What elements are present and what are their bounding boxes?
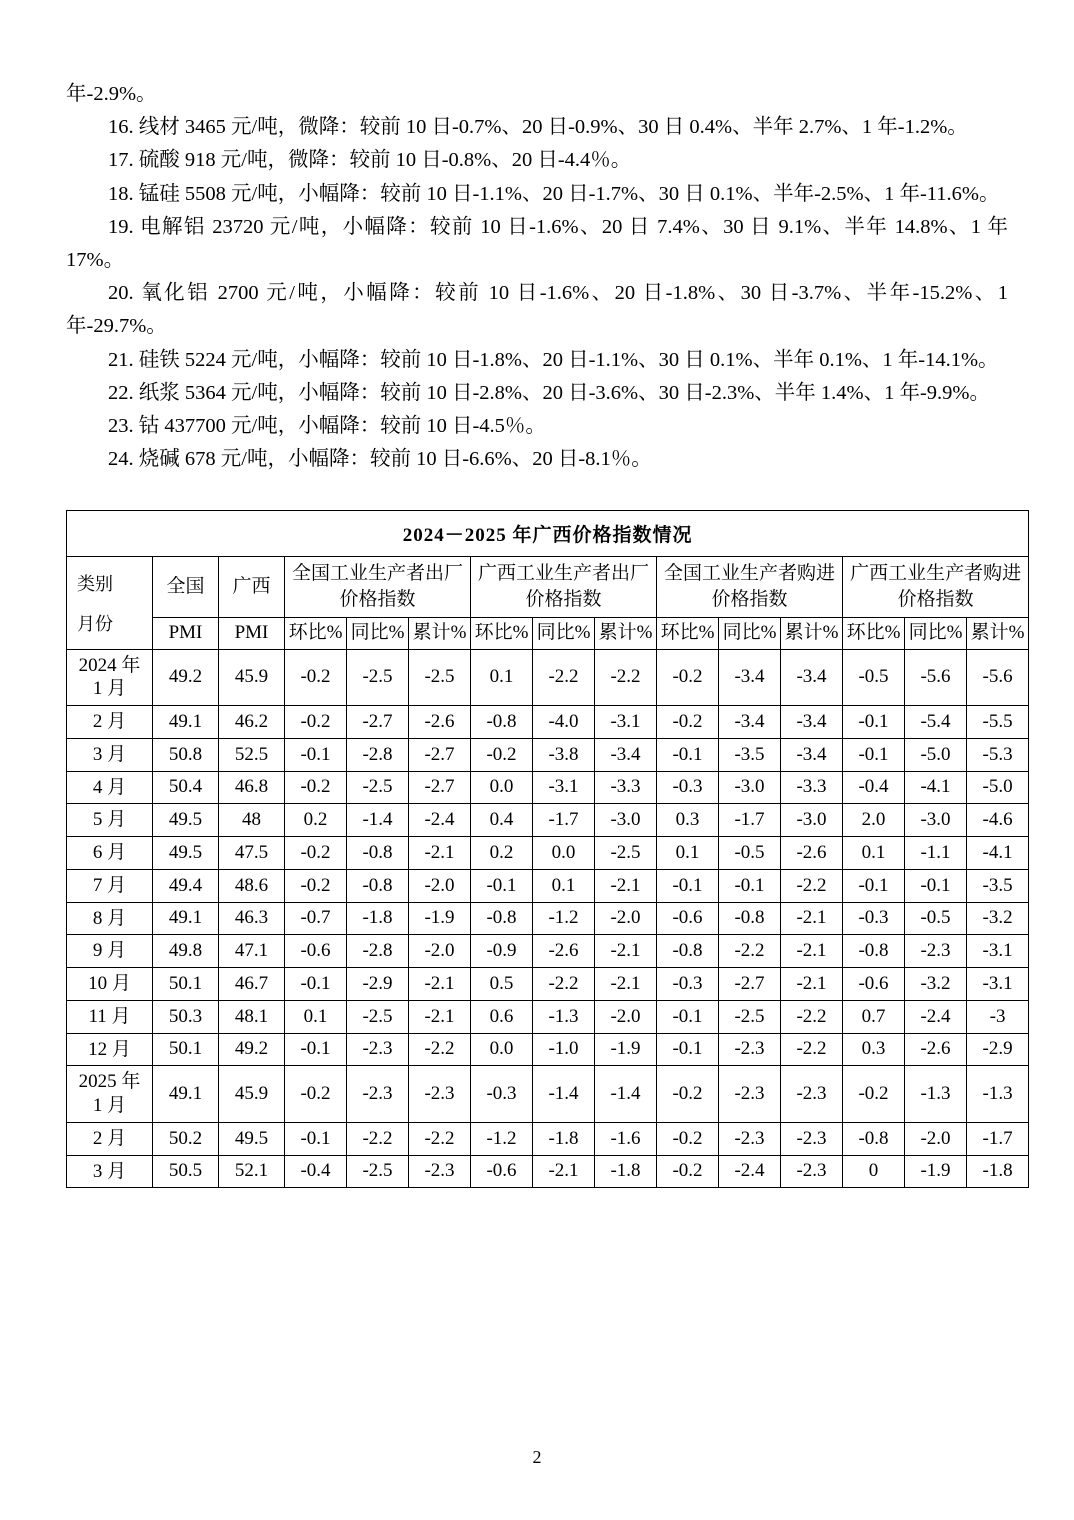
table-cell: -0.4 [285,1155,347,1188]
table-cell: -2.0 [595,1000,657,1033]
header-sub-gpi-mom: 环比% [471,617,533,649]
table-cell: -1.8 [347,902,409,935]
table-cell: -2.7 [409,738,471,771]
header-sub-guangxi-pmi: PMI [219,617,285,649]
row-month-label: 2 月 [67,706,153,739]
table-cell: -2.1 [595,869,657,902]
header-group-guangxi-pmi: 广西 [219,557,285,617]
header-sub-npu-mom: 环比% [657,617,719,649]
table-cell: -3.4 [781,649,843,706]
table-cell: -0.2 [657,1155,719,1188]
header-group-guangxi-purchase: 广西工业生产者购进价格指数 [843,557,1029,617]
header-group-national-purchase: 全国工业生产者购进价格指数 [657,557,843,617]
table-cell: 0.3 [843,1033,905,1066]
paragraph-item-21: 21. 硅铁 5224 元/吨，小幅降：较前 10 日-1.8%、20 日-1.1%、30 日 0.1%、半年 0.1%、1 年-14.1%。 [108,348,999,371]
table-cell: -2.8 [347,935,409,968]
table-cell: -2.5 [347,1000,409,1033]
table-cell: -0.2 [471,738,533,771]
table-cell: -0.3 [657,968,719,1001]
table-cell: -1.8 [533,1122,595,1155]
table-row [67,1155,1029,1188]
table-cell: -0.2 [657,1066,719,1123]
table-header-group-row [67,557,1029,617]
table-cell: 46.7 [219,968,285,1001]
table-cell: -0.2 [285,706,347,739]
table-cell: -1.4 [347,804,409,837]
header-sub-gpi-yoy: 同比% [533,617,595,649]
header-sub-npu-yoy: 同比% [719,617,781,649]
table-cell: -0.2 [657,1122,719,1155]
table-header-sub-row [67,617,1029,649]
table-cell: -3.0 [719,771,781,804]
table-title-row [67,511,1029,557]
table-cell: -0.1 [905,869,967,902]
table-cell: 0.4 [471,804,533,837]
table-cell: -2.9 [347,968,409,1001]
table-cell: -3.1 [533,771,595,804]
table-cell: 47.5 [219,837,285,870]
table-cell: -0.1 [285,738,347,771]
header-sub-gpu-yoy: 同比% [905,617,967,649]
table-cell: -2.7 [347,706,409,739]
table-cell: -2.2 [781,1033,843,1066]
table-cell: -0.2 [843,1066,905,1123]
table-row [67,902,1029,935]
paragraph-item-17: 17. 硫酸 918 元/吨，微降：较前 10 日-0.8%、20 日-4.4％。 [108,149,632,172]
header-group-guangxi-ppi: 广西工业生产者出厂价格指数 [471,557,657,617]
table-cell: -2.2 [533,649,595,706]
table-cell: -2.2 [409,1033,471,1066]
table-cell: 49.1 [153,902,219,935]
table-cell: -0.6 [843,968,905,1001]
table-cell: 0.0 [471,771,533,804]
table-cell: -2.3 [719,1066,781,1123]
table-cell: -3.4 [719,706,781,739]
table-cell: -2.1 [409,968,471,1001]
table-cell: 49.5 [153,804,219,837]
table-cell: 48.6 [219,869,285,902]
row-month-label: 8 月 [67,902,153,935]
table-row [67,935,1029,968]
table-cell: -2.3 [905,935,967,968]
table-cell: -1.8 [967,1155,1029,1188]
table-cell: -0.8 [843,1122,905,1155]
header-sub-npi-mom: 环比% [285,617,347,649]
table-cell: 48 [219,804,285,837]
table-cell: -3.1 [967,935,1029,968]
table-cell: -2.2 [409,1122,471,1155]
table-cell: 49.5 [153,837,219,870]
table-cell: -2.8 [347,738,409,771]
table-cell: -1.8 [595,1155,657,1188]
row-month-label: 10 月 [67,968,153,1001]
table-cell: -0.5 [719,837,781,870]
page-number: 2 [532,1447,542,1467]
paragraph-item-24: 24. 烧碱 678 元/吨，小幅降：较前 10 日-6.6%、20 日-8.1％。 [108,448,652,471]
table-cell: -1.6 [595,1122,657,1155]
table-cell: -1.9 [905,1155,967,1188]
table-cell: -3 [967,1000,1029,1033]
table-cell: -5.0 [905,738,967,771]
table-cell: 48.1 [219,1000,285,1033]
table-cell: -2.5 [347,1155,409,1188]
table-cell: 0.1 [657,837,719,870]
table-cell: -2.4 [409,804,471,837]
table-cell: -3.4 [781,706,843,739]
table-cell: 49.4 [153,869,219,902]
table-title: 2024－2025 年广西价格指数情况 [67,511,1029,557]
table-cell: -2.2 [533,968,595,1001]
row-month-label: 11 月 [67,1000,153,1033]
table-cell: -0.1 [285,1033,347,1066]
table-cell: -1.4 [595,1066,657,1123]
table-cell: 49.1 [153,706,219,739]
table-cell: -2.7 [719,968,781,1001]
table-cell: -0.1 [285,968,347,1001]
table-cell: -2.2 [781,869,843,902]
price-index-table [66,510,1029,1188]
table-cell: -2.4 [719,1155,781,1188]
row-month-label: 6 月 [67,837,153,870]
table-cell: -2.0 [905,1122,967,1155]
table-cell: -2.5 [719,1000,781,1033]
table-cell: -2.0 [409,935,471,968]
table-cell: -0.1 [843,706,905,739]
table-cell: -0.8 [347,869,409,902]
table-cell: 46.2 [219,706,285,739]
table-cell: 46.3 [219,902,285,935]
table-cell: -3.0 [781,804,843,837]
price-index-table-wrapper [66,510,1025,1188]
table-cell: -0.8 [843,935,905,968]
table-cell: -0.9 [471,935,533,968]
paragraph-item-19: 19. 电解铝 23720 元/吨，小幅降：较前 10 日-1.6%、20 日 7.4%、30 日 9.1%、半年 14.8%、1 年 17%。 [66,215,1008,272]
table-cell: -0.1 [843,869,905,902]
table-cell: -5.0 [967,771,1029,804]
header-sub-gpu-cum: 累计% [967,617,1029,649]
table-cell: -0.6 [657,902,719,935]
table-cell: -2.2 [347,1122,409,1155]
table-cell: -2.5 [347,771,409,804]
table-cell: -0.8 [471,706,533,739]
table-cell: -2.3 [719,1122,781,1155]
table-cell: 0.2 [471,837,533,870]
table-cell: -2.1 [781,935,843,968]
header-sub-gpi-cum: 累计% [595,617,657,649]
table-row [67,738,1029,771]
row-month-label: 2024 年 1 月 [67,649,153,706]
table-cell: 50.1 [153,1033,219,1066]
header-sub-npi-yoy: 同比% [347,617,409,649]
table-cell: -0.3 [843,902,905,935]
table-cell: -0.3 [657,771,719,804]
table-cell: -0.4 [843,771,905,804]
paragraph-item-20: 20. 氧化铝 2700 元/吨，小幅降：较前 10 日-1.6%、20 日-1.8%、30 日-3.7%、半年-15.2%、1 年-29.7%。 [66,282,1008,338]
table-cell: -3.5 [719,738,781,771]
table-cell: 52.5 [219,738,285,771]
table-cell: -2.1 [595,935,657,968]
row-month-label: 7 月 [67,869,153,902]
table-cell: -0.8 [347,837,409,870]
table-cell: -3.0 [905,804,967,837]
paragraph-continuation: 年-2.9%。 [66,83,157,105]
table-cell: -4.0 [533,706,595,739]
header-sub-gpu-mom: 环比% [843,617,905,649]
paragraph-item-18: 18. 锰硅 5508 元/吨，小幅降：较前 10 日-1.1%、20 日-1.7%、30 日 0.1%、半年-2.5%、1 年-11.6%。 [108,182,1000,205]
table-cell: -5.4 [905,706,967,739]
table-cell: -2.0 [595,902,657,935]
table-cell: -2.9 [967,1033,1029,1066]
table-row [67,1066,1029,1123]
table-cell: -5.3 [967,738,1029,771]
row-month-label: 4 月 [67,771,153,804]
header-category-label: 类别 [77,573,113,594]
table-cell: 46.8 [219,771,285,804]
table-cell: -2.4 [905,1000,967,1033]
table-cell: -0.8 [719,902,781,935]
table-cell: -2.3 [347,1033,409,1066]
table-cell: -1.9 [595,1033,657,1066]
table-cell: -0.1 [657,869,719,902]
table-cell: -0.2 [285,837,347,870]
table-cell: 0 [843,1155,905,1188]
table-cell: -3.3 [781,771,843,804]
table-row [67,706,1029,739]
table-row [67,837,1029,870]
table-row [67,968,1029,1001]
table-cell: -1.3 [533,1000,595,1033]
table-cell: -0.2 [285,649,347,706]
table-cell: 49.1 [153,1066,219,1123]
table-cell: -0.7 [285,902,347,935]
table-cell: -2.1 [409,1000,471,1033]
table-row [67,1000,1029,1033]
table-body [67,649,1029,1188]
table-cell: -0.6 [471,1155,533,1188]
table-cell: -5.5 [967,706,1029,739]
table-row [67,771,1029,804]
table-cell: 2.0 [843,804,905,837]
table-row [67,869,1029,902]
paragraph-item-23: 23. 钴 437700 元/吨，小幅降：较前 10 日-4.5％。 [108,415,546,438]
header-sub-npi-cum: 累计% [409,617,471,649]
table-cell: -2.5 [347,649,409,706]
table-cell: -0.2 [657,649,719,706]
table-cell: 0.6 [471,1000,533,1033]
table-cell: -1.2 [471,1122,533,1155]
table-cell: -2.3 [347,1066,409,1123]
table-cell: -3.2 [967,902,1029,935]
table-cell: -3.4 [595,738,657,771]
table-cell: -2.3 [781,1122,843,1155]
table-cell: 50.4 [153,771,219,804]
table-cell: -3.4 [781,738,843,771]
table-cell: -0.1 [657,738,719,771]
row-month-label: 2025 年 1 月 [67,1066,153,1123]
table-cell: -0.8 [657,935,719,968]
table-cell: -2.3 [719,1033,781,1066]
table-cell: -0.6 [285,935,347,968]
table-cell: -2.1 [595,968,657,1001]
table-cell: -1.7 [967,1122,1029,1155]
table-cell: -3.0 [595,804,657,837]
table-cell: 50.5 [153,1155,219,1188]
paragraph-item-22: 22. 纸浆 5364 元/吨，小幅降：较前 10 日-2.8%、20 日-3.6%、30 日-2.3%、半年 1.4%、1 年-9.9%。 [108,381,991,404]
table-cell: 52.1 [219,1155,285,1188]
row-month-label: 3 月 [67,738,153,771]
table-cell: -5.6 [967,649,1029,706]
table-cell: -2.6 [409,706,471,739]
table-row [67,804,1029,837]
paragraph-item-16: 16. 线材 3465 元/吨，微降：较前 10 日-0.7%、20 日-0.9%、30 日 0.4%、半年 2.7%、1 年-1.2%。 [108,116,968,139]
text-body [66,78,1008,476]
table-cell: -1.4 [533,1066,595,1123]
table-cell: -2.2 [719,935,781,968]
table-cell: 45.9 [219,649,285,706]
table-cell: -2.6 [905,1033,967,1066]
table-cell: -2.6 [781,837,843,870]
table-cell: 50.2 [153,1122,219,1155]
table-cell: 0.1 [843,837,905,870]
table-cell: -2.5 [595,837,657,870]
table-cell: -0.1 [843,738,905,771]
header-group-national-ppi: 全国工业生产者出厂价格指数 [285,557,471,617]
table-cell: -4.1 [967,837,1029,870]
table-cell: 0.0 [471,1033,533,1066]
table-cell: 50.1 [153,968,219,1001]
table-cell: -3.1 [967,968,1029,1001]
table-cell: -1.2 [533,902,595,935]
table-cell: -0.8 [471,902,533,935]
table-cell: -1.9 [409,902,471,935]
table-cell: -1.3 [967,1066,1029,1123]
table-cell: -2.3 [781,1155,843,1188]
table-cell: -2.2 [781,1000,843,1033]
table-cell: 49.8 [153,935,219,968]
table-cell: -1.0 [533,1033,595,1066]
table-cell: -2.1 [781,968,843,1001]
table-cell: 0.3 [657,804,719,837]
table-cell: -3.4 [719,649,781,706]
table-cell: -2.1 [781,902,843,935]
table-cell: -0.2 [285,1066,347,1123]
table-cell: 50.8 [153,738,219,771]
table-cell: -1.1 [905,837,967,870]
table-cell: -0.5 [843,649,905,706]
table-cell: 0.0 [533,837,595,870]
table-cell: -0.1 [657,1000,719,1033]
row-month-label: 12 月 [67,1033,153,1066]
table-cell: -0.2 [285,771,347,804]
table-row [67,1122,1029,1155]
table-cell: -3.1 [595,706,657,739]
table-cell: -3.3 [595,771,657,804]
table-cell: -2.0 [409,869,471,902]
table-cell: -0.2 [657,706,719,739]
table-cell: -2.5 [409,649,471,706]
table-cell: 0.1 [285,1000,347,1033]
table-cell: -0.1 [285,1122,347,1155]
table-cell: 45.9 [219,1066,285,1123]
table-cell: -2.1 [409,837,471,870]
table-cell: -4.6 [967,804,1029,837]
header-sub-npu-cum: 累计% [781,617,843,649]
table-cell: -2.6 [533,935,595,968]
table-cell: 50.3 [153,1000,219,1033]
row-month-label: 3 月 [67,1155,153,1188]
table-cell: -2.3 [409,1066,471,1123]
table-cell: 49.2 [219,1033,285,1066]
table-cell: -0.5 [905,902,967,935]
table-cell: -3.2 [905,968,967,1001]
table-cell: -2.7 [409,771,471,804]
table-cell: -0.2 [285,869,347,902]
table-cell: 49.5 [219,1122,285,1155]
table-cell: -2.2 [595,649,657,706]
table-cell: 49.2 [153,649,219,706]
table-cell: -2.1 [533,1155,595,1188]
table-cell: -1.7 [719,804,781,837]
table-cell: 0.7 [843,1000,905,1033]
table-cell: 47.1 [219,935,285,968]
table-cell: -2.3 [409,1155,471,1188]
table-cell: -2.3 [781,1066,843,1123]
table-cell: -0.3 [471,1066,533,1123]
table-cell: -1.3 [905,1066,967,1123]
row-month-label: 2 月 [67,1122,153,1155]
table-cell: -3.5 [967,869,1029,902]
table-cell: -0.1 [719,869,781,902]
table-cell: -4.1 [905,771,967,804]
table-cell: 0.2 [285,804,347,837]
header-sub-national-pmi: PMI [153,617,219,649]
table-cell: 0.1 [471,649,533,706]
table-row [67,1033,1029,1066]
table-cell: -0.1 [471,869,533,902]
header-month-label: 月份 [77,613,113,634]
table-cell: -5.6 [905,649,967,706]
table-cell: 0.5 [471,968,533,1001]
row-month-label: 5 月 [67,804,153,837]
row-month-label: 9 月 [67,935,153,968]
table-row [67,649,1029,706]
table-cell: -0.1 [657,1033,719,1066]
header-group-national-pmi: 全国 [153,557,219,617]
table-cell: 0.1 [533,869,595,902]
table-cell: -3.8 [533,738,595,771]
table-cell: -1.7 [533,804,595,837]
header-category-cell [67,557,153,649]
